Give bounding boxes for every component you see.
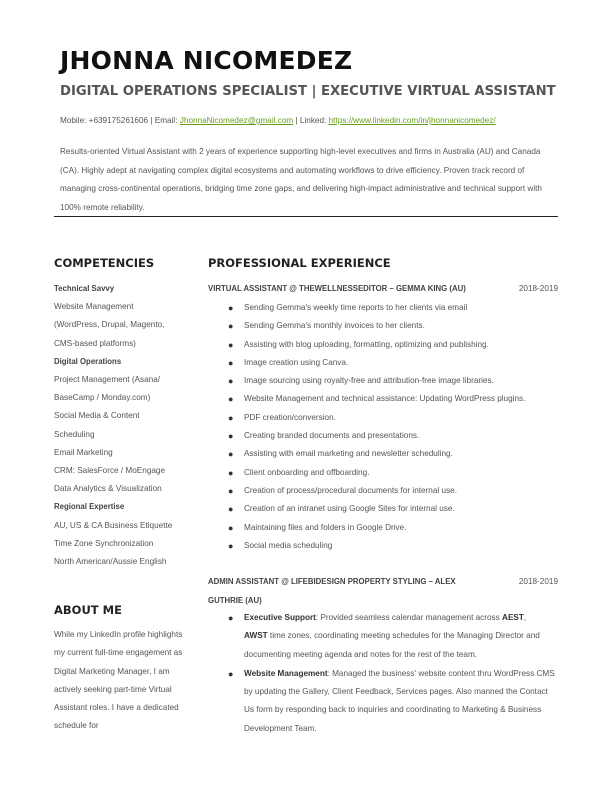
- job-2-title-line-2: GUTHRIE (AU): [208, 595, 262, 605]
- list-item: [208, 299, 558, 317]
- bullet-icon: ●: [228, 522, 234, 533]
- competency-item: Scheduling: [54, 429, 95, 439]
- competency-item: (WordPress, Drupal, Magento,: [54, 320, 165, 330]
- header-divider: [54, 216, 558, 217]
- bullet-text: Client onboarding and offboarding.: [244, 467, 370, 477]
- bullet-label: Executive Support: [244, 613, 316, 622]
- bullet-icon: ●: [228, 467, 234, 478]
- competency-item: Time Zone Synchronization: [54, 538, 154, 548]
- bullet-text: Sending Gemma's weekly time reports to her clients via email: [244, 303, 468, 312]
- bullet-icon: ●: [228, 449, 234, 460]
- bullet-icon: ●: [228, 394, 234, 405]
- timezone-awst: AWST: [244, 631, 268, 641]
- bullet-icon: ●: [228, 485, 234, 496]
- job-2-dates: 2018-2019: [518, 577, 558, 586]
- list-item: [208, 665, 558, 738]
- competency-category: Regional Expertise: [54, 502, 125, 512]
- bullet-icon: ●: [228, 376, 234, 387]
- list-item: [208, 445, 558, 463]
- job-2-title-line-1: ADMIN ASSISTANT @ LIFEBIDESIGN PROPERTY STYLING – ALEX: [208, 577, 456, 586]
- bullet-text: Assisting with blog uploading, formatting, optimizing and publishing.: [244, 339, 489, 349]
- competency-item: Social Media & Content: [54, 411, 140, 421]
- mobile-email-label: Mobile: +639175261606 | Email:: [60, 116, 180, 125]
- candidate-title: DIGITAL OPERATIONS SPECIALIST | EXECUTIVE VIRTUAL ASSISTANT: [60, 84, 556, 99]
- job-2-bullets: [208, 609, 558, 739]
- email-link[interactable]: JhonnaNicomedez@gmail.com: [179, 116, 294, 125]
- competency-item: North American/Aussie English: [54, 557, 167, 567]
- competency-item: Email Marketing: [54, 447, 113, 457]
- job-1-header: [208, 280, 558, 299]
- competency-item: Data Analytics & Visualization: [54, 484, 162, 494]
- linkedin-link[interactable]: https://www.linkedin.com/in/jhonnanicomedez/: [328, 116, 496, 125]
- bullet-icon: ●: [228, 321, 234, 332]
- bullet-text: Image sourcing using royalty-free and attribution-free image libraries.: [244, 376, 494, 386]
- contact-line: [60, 116, 496, 125]
- bullet-text: : Provided seamless calendar management across: [315, 613, 503, 622]
- list-item: [208, 372, 558, 390]
- bullet-text: Website Management and technical assistance: Updating WordPress plugins.: [244, 394, 526, 404]
- bullet-text: : Managed the business' website content thru WordPress CMS by updating the Gallery, Client Feedback, Services pages. Also manned the Contact Us form by responding back to inquiries and coordinating to Marketing & Business Development Team.: [244, 668, 555, 733]
- bullet-icon: ●: [228, 357, 234, 368]
- list-item: [208, 427, 558, 445]
- competency-item: CMS-based platforms): [54, 338, 136, 348]
- bullet-text: Social media scheduling: [244, 540, 333, 550]
- bullet-text: Assisting with email marketing and newsletter scheduling.: [244, 449, 453, 459]
- bullet-icon: ●: [228, 303, 234, 313]
- about-heading: ABOUT ME: [54, 603, 122, 617]
- job-2-header: [208, 573, 558, 610]
- bullet-text: Image creation using Canva.: [244, 357, 349, 367]
- competency-item: Website Management: [54, 302, 134, 312]
- competency-category: Digital Operations: [54, 356, 122, 366]
- bullet-text: Creating branded documents and presentations.: [244, 431, 420, 441]
- list-item: [208, 336, 558, 354]
- list-item: [208, 519, 558, 537]
- bullet-text: Sending Gemma's monthly invoices to her clients.: [244, 321, 425, 331]
- bullet-icon: ●: [228, 613, 234, 623]
- bullet-text: ,: [523, 613, 527, 622]
- bullet-icon: ●: [228, 668, 234, 679]
- job-1-dates: 2018-2019: [518, 284, 558, 293]
- experience-heading: PROFESSIONAL EXPERIENCE: [208, 256, 391, 270]
- candidate-name: JHONNA NICOMEDEZ: [60, 46, 353, 75]
- bullet-icon: ●: [228, 504, 234, 515]
- linked-label: | Linked:: [293, 116, 329, 125]
- job-2-title: [208, 573, 498, 610]
- bullet-text: Creation of process/procedural documents for internal use.: [244, 485, 457, 495]
- list-item: [208, 609, 558, 664]
- summary-paragraph: Results-oriented Virtual Assistant with 2 years of experience supporting high-level executives and firms in Australia (AU) and Canada (CA). Highly adept at navigating complex digital ecosystems and automating workflows to drive efficiency. Proven track record of managing cross-continental operations, bridging time zone gaps, and delivering high-impact administrative and technical support with 100% remote reliability.: [60, 147, 542, 212]
- list-item: [208, 464, 558, 482]
- about-paragraph: While my LinkedIn profile highlights my current full-time engagement as Digital Marketing Manager, I am actively seeking part-time Virtual Assistant roles. I have a dedicated schedule for: [54, 630, 183, 731]
- list-item: [208, 354, 558, 372]
- list-item: [208, 537, 558, 555]
- competency-item: AU, US & CA Business Etiquette: [54, 520, 173, 530]
- bullet-text: Maintaining files and folders in Google Drive.: [244, 522, 407, 532]
- bullet-text: Creation of an intranet using Google Sites for internal use.: [244, 504, 455, 514]
- bullet-icon: ●: [228, 431, 234, 442]
- bullet-text: PDF creation/conversion.: [244, 412, 336, 422]
- timezone-aest: AEST: [502, 613, 524, 622]
- bullet-icon: ●: [228, 540, 234, 551]
- list-item: [208, 390, 558, 408]
- bullet-icon: ●: [228, 339, 234, 350]
- job-1-bullets: [208, 299, 558, 555]
- list-item: [208, 500, 558, 518]
- list-item: [208, 409, 558, 427]
- competency-category: Technical Savvy: [54, 284, 115, 293]
- competency-item: CRM: SalesForce / MoEngage: [54, 466, 166, 476]
- competencies-heading: COMPETENCIES: [54, 256, 155, 270]
- competency-item: Project Management (Asana/: [54, 375, 161, 385]
- list-item: [208, 482, 558, 500]
- bullet-text: time zones, coordinating meeting schedules for the Managing Director and documenting meeting agenda and notes for the rest of the team.: [244, 631, 540, 659]
- list-item: [208, 317, 558, 335]
- competency-item: BaseCamp / Monday.com): [54, 393, 151, 403]
- competencies-list: [54, 280, 194, 571]
- bullet-icon: ●: [228, 412, 234, 423]
- bullet-label: Website Management: [244, 668, 328, 678]
- job-1-title: VIRTUAL ASSISTANT @ THEWELLNESSEDITOR – GEMMA KING (AU): [208, 284, 466, 293]
